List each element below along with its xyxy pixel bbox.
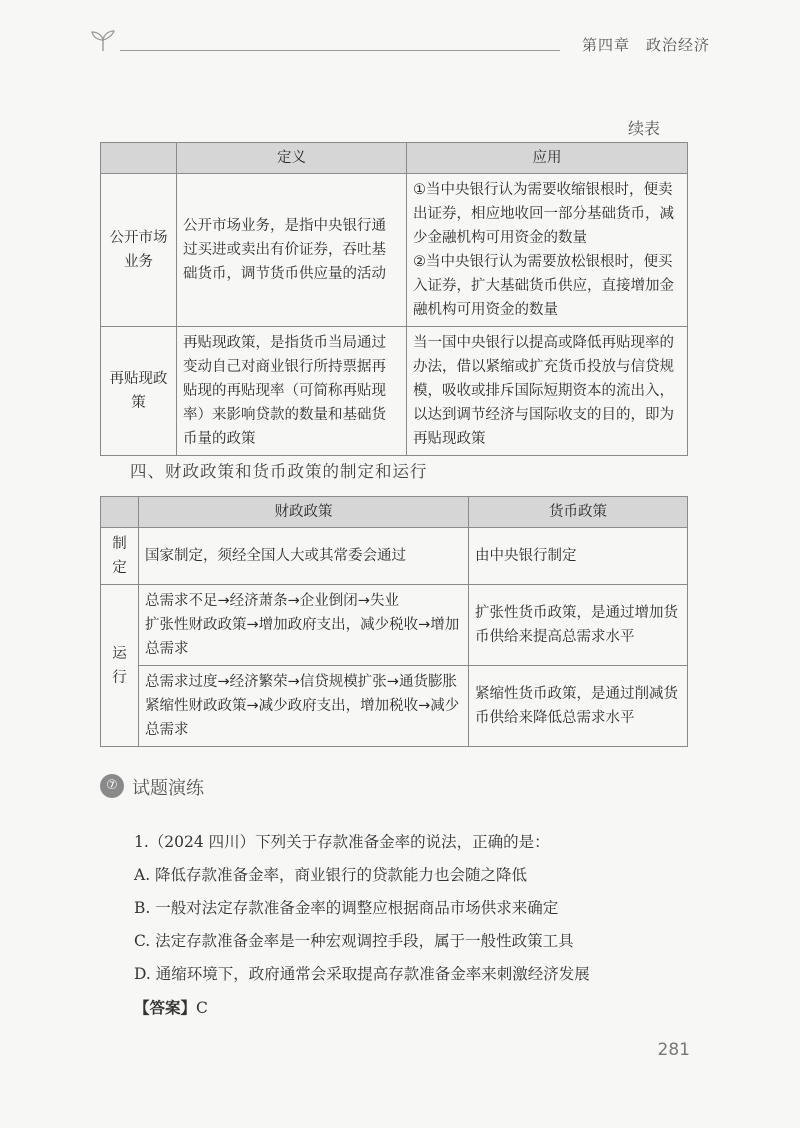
page-header xyxy=(90,28,710,58)
header-cell-application: 应用 xyxy=(407,143,688,174)
row-label-formulate: 制定 xyxy=(101,528,139,585)
fiscal-cell: 总需求不足→经济萧条→企业倒闭→失业 扩张性财政政策→增加政府支出，减少税收→增加总需求 xyxy=(139,585,469,666)
header-rule xyxy=(120,50,560,51)
application-item: ②当中央银行认为需要放松银根时，便买入证券，扩大基础货币供应，直接增加金融机构可用资金的数量 xyxy=(413,254,674,318)
header-cell-empty xyxy=(101,497,139,528)
chapter-title: 第四章 政治经济 xyxy=(581,36,710,54)
table-row xyxy=(101,666,688,747)
option-b: B. 一般对法定存款准备金率的调整应根据商品市场供求来确定 xyxy=(134,899,559,917)
option-a: A. 降低存款准备金率，商业银行的贷款能力也会随之降低 xyxy=(134,866,528,884)
question-block xyxy=(134,826,694,1025)
fiscal-cell: 国家制定，须经全国人大或其常委会通过 xyxy=(139,528,469,585)
definition-cell: 再贴现政策，是指货币当局通过变动自己对商业银行所持票据再贴现的再贴现率（可简称再贴现率）来影响贷款的数量和基础货币量的政策 xyxy=(177,327,407,456)
application-item: ①当中央银行认为需要收缩银根时，便卖出证券，相应地收回一部分基础货币，减少金融机构可用资金的数量 xyxy=(413,182,674,246)
question-stem: 1.（2024 四川）下列关于存款准备金率的说法，正确的是： xyxy=(134,833,550,851)
option-c: C. 法定存款准备金率是一种宏观调控手段，属于一般性政策工具 xyxy=(134,932,574,950)
row-label-open-market: 公开市场业务 xyxy=(101,174,177,327)
monetary-cell: 紧缩性货币政策，是通过削减货币供给来降低总需求水平 xyxy=(469,666,688,747)
application-cell: 当一国中央银行以提高或降低再贴现率的办法，借以紧缩或扩充货币投放与信贷规模，吸收或排斥国际短期资本的流出入，以达到调节经济与国际收支的目的，即为再贴现政策 xyxy=(407,327,688,456)
option-d: D. 通缩环境下，政府通常会采取提高存款准备金率来刺激经济发展 xyxy=(134,965,590,983)
fiscal-monetary-table xyxy=(100,496,688,747)
header-cell-fiscal: 财政政策 xyxy=(139,497,469,528)
row-label-rediscount: 再贴现政策 xyxy=(101,327,177,456)
table-header-row xyxy=(101,497,688,528)
monetary-cell: 由中央银行制定 xyxy=(469,528,688,585)
monetary-cell: 扩张性货币政策，是通过增加货币供给来提高总需求水平 xyxy=(469,585,688,666)
page-number: 281 xyxy=(657,1040,690,1060)
application-cell xyxy=(407,174,688,327)
fiscal-cell: 总需求过度→经济繁荣→信贷规模扩张→通货膨胀 紧缩性财政政策→减少政府支出，增加税收→减少总需求 xyxy=(139,666,469,747)
sprout-icon xyxy=(90,30,116,52)
continued-label: 续表 xyxy=(627,119,660,138)
practice-badge-icon: ⑦ xyxy=(100,774,124,798)
row-label-operate: 运行 xyxy=(101,585,139,747)
section-title: 四、财政政策和货币政策的制定和运行 xyxy=(130,462,428,481)
header-cell-monetary: 货币政策 xyxy=(469,497,688,528)
header-cell-empty xyxy=(101,143,177,174)
table-header-row xyxy=(101,143,688,174)
table-row xyxy=(101,327,688,456)
table-row xyxy=(101,528,688,585)
table-row xyxy=(101,174,688,327)
answer-label: 【答案】 xyxy=(134,998,197,1017)
definition-cell: 公开市场业务，是指中央银行通过买进或卖出有价证券，吞吐基础货币，调节货币供应量的活动 xyxy=(177,174,407,327)
header-cell-definition: 定义 xyxy=(177,143,407,174)
answer-line xyxy=(134,991,694,1025)
table-row xyxy=(101,585,688,666)
practice-label: 试题演练 xyxy=(132,778,204,799)
policy-tools-table xyxy=(100,142,688,456)
answer-value: C xyxy=(196,999,208,1017)
